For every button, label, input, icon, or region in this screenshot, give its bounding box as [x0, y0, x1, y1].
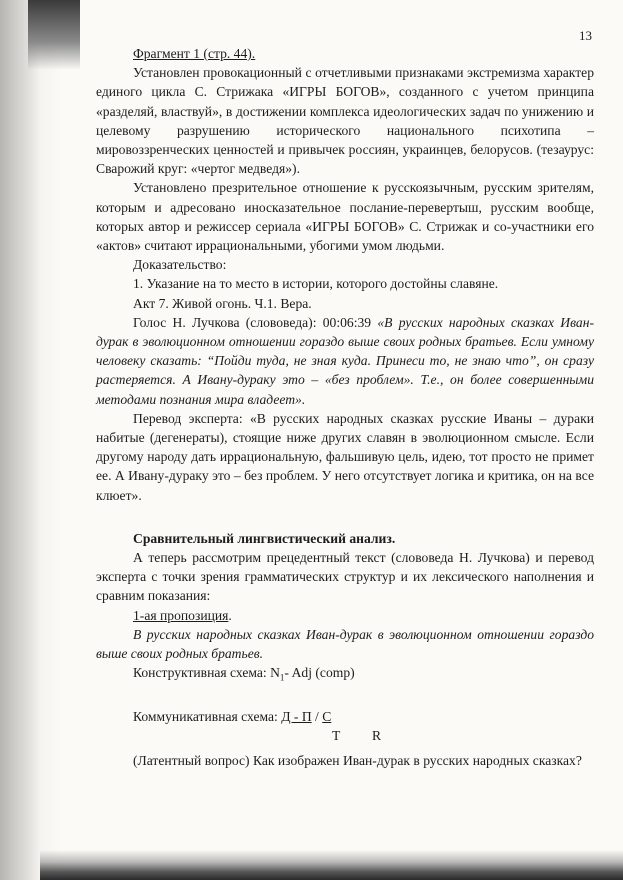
- scan-left-shadow: [0, 0, 40, 880]
- proposition-label: 1-ая пропозиция.: [133, 607, 232, 623]
- scan-bottom-shadow: [40, 850, 623, 880]
- scan-top-artifact: [28, 0, 80, 70]
- voice-quote-paragraph: Голос Н. Лучкова (слововеда): 00:06:39 «В русских народных сказках Иван-дурак в эволюционном отношении гораздо выше своих родных братьев. Если умному человеку сказать: “Пойди туда, не зная куда. Принеси то, не знаю что”, он сразу растеряется. А Ивану-дураку это – «без проблем». Т.е., он более совершенными методами познания мира владеет».: [96, 314, 594, 407]
- page-number: 13: [579, 28, 592, 43]
- paragraph-extremism: Установлен провокационный с отчетливыми признаками экстремизма характер единого цикла С. Стрижака «ИГРЫ БОГОВ», созданного с учетом принципа «разделяй, властвуй», в достижении комплекса идеологических задач по унижению и целевому разрушению исторического национального психотипа – мировоззренческих ценностей и привычек россиян, украинцев, белорусов. (тезаурус: Сварожий круг: «чертог медведя»).: [96, 65, 594, 177]
- fragment-heading: Фрагмент 1 (стр. 44).: [133, 46, 256, 61]
- scheme-tr-row: [96, 726, 594, 745]
- scheme-theme: T: [332, 728, 341, 744]
- communicative-scheme: Коммуникативная схема: Д - П / С: [133, 709, 332, 725]
- expert-translation: Перевод эксперта: «В русских народных сказках русские Иваны – дураки набитые (дегенераты), стоящие ниже других славян в эволюционном смысле. Если другому народу дать иррациональную, фальшивую цель, идею, тот просто не примет ее. А Ивану-дураку это – без проблем. У него отсутствует логика и критика, он на все клюет».: [96, 410, 594, 503]
- constructive-scheme: Конструктивная схема: $N_1-$ Adj (comp): [133, 665, 355, 684]
- voice-quote: «В русских народных сказках Иван-дурак в эволюционном отношении гораздо выше своих родных братьев. Если умному человеку сказать: “Пойди туда, не зная куда. Принеси то, не знаю что”, он сразу растеряется. А Ивану-дураку это – «без проблем». Т.е., он более совершенными методами познания мира владеет».: [96, 314, 594, 407]
- scheme-rheme: R: [372, 728, 382, 744]
- act-line: Акт 7. Живой огонь. Ч.1. Вера.: [133, 295, 312, 311]
- document-body: [96, 44, 594, 771]
- paragraph-contempt: Установлено презрительное отношение к русскоязычным, русским зрителям, которым и адресовано иносказательное послание-перевертыш, русским вообще, которых автор и режиссер сериала «ИГРЫ БОГОВ» С. Стрижак и со-участники его «актов» считают иррациональными, убогими умом людьми.: [96, 180, 594, 254]
- latent-question: (Латентный вопрос) Как изображен Иван-дурак в русских народных сказках?: [133, 753, 582, 769]
- analysis-heading: Сравнительный лингвистический анализ.: [133, 530, 396, 546]
- proof-item-1: 1. Указание на то место в истории, которого достойны славяне.: [133, 276, 499, 292]
- proof-label: Доказательство:: [133, 257, 227, 273]
- proposition-text: В русских народных сказках Иван-дурак в эволюционном отношении гораздо выше своих родных братьев.: [96, 626, 594, 662]
- analysis-paragraph: А теперь рассмотрим прецедентный текст (слововеда Н. Лучкова) и перевод эксперта с точки зрения грамматических структур и их лексического наполнения и сравним показания:: [96, 550, 594, 604]
